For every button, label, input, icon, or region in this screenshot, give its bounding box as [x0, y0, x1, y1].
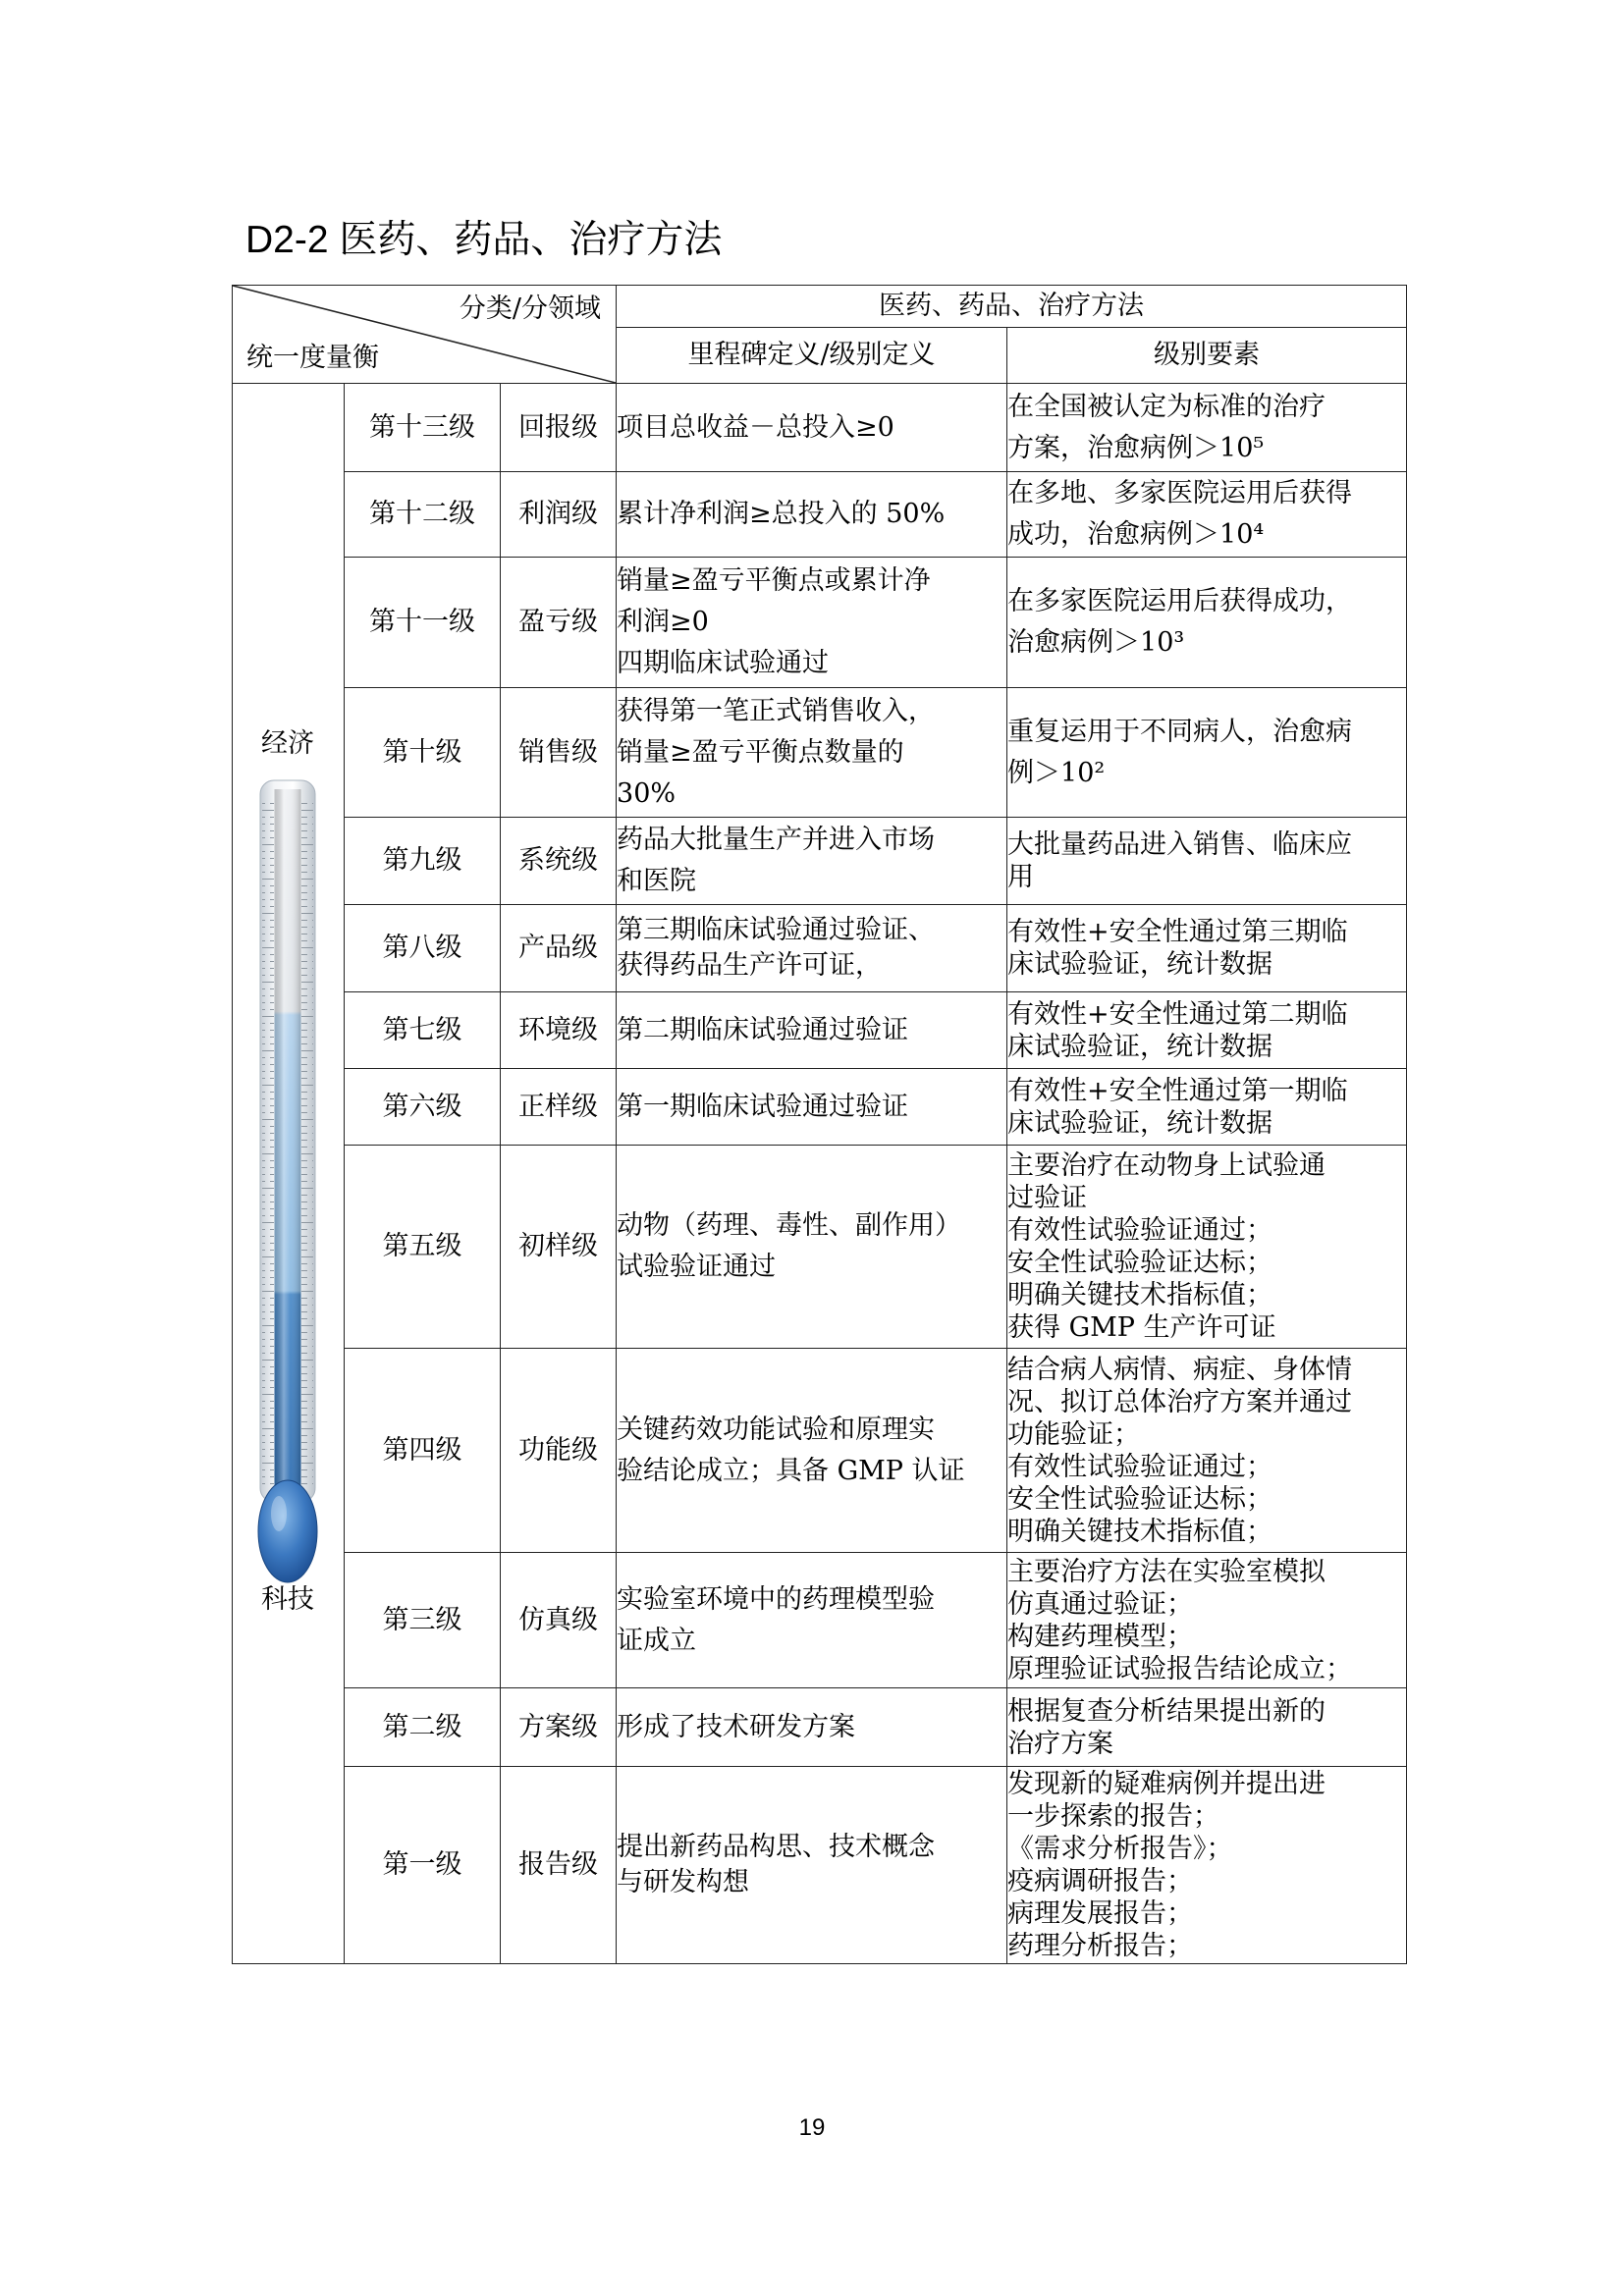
level-name-cell: 报告级 — [501, 1767, 617, 1964]
domain-header: 医药、药品、治疗方法 — [617, 286, 1407, 328]
diagonal-header-cell — [233, 286, 617, 384]
level-cell: 第二级 — [345, 1688, 501, 1767]
thermometer-graphic — [253, 775, 324, 1590]
level-name-cell: 系统级 — [501, 818, 617, 905]
level-cell: 第四级 — [345, 1349, 501, 1553]
elements-cell: 重复运用于不同病人，治愈病 例＞10² — [1007, 688, 1407, 818]
level-cell: 第一级 — [345, 1767, 501, 1964]
definition-cell: 第三期临床试验通过验证、 获得药品生产许可证， — [617, 905, 1007, 992]
definition-cell: 形成了技术研发方案 — [617, 1688, 1007, 1767]
level-cell: 第七级 — [345, 992, 501, 1069]
definition-cell: 动物（药理、毒性、副作用） 试验验证通过 — [617, 1146, 1007, 1349]
header-row-1 — [233, 286, 1407, 328]
elements-cell: 有效性+安全性通过第二期临 床试验验证，统计数据 — [1007, 992, 1407, 1069]
thermometer-bulb — [258, 1480, 317, 1582]
level-name-cell: 回报级 — [501, 384, 617, 472]
level-name-cell: 环境级 — [501, 992, 617, 1069]
level-cell: 第三级 — [345, 1553, 501, 1688]
definition-cell: 实验室环境中的药理模型验 证成立 — [617, 1553, 1007, 1688]
elements-cell: 发现新的疑难病例并提出进 一步探索的报告； 《需求分析报告》； 疫病调研报告； 病理发展报告； 药理分析报告； — [1007, 1767, 1407, 1964]
table-row — [233, 1688, 1407, 1767]
elements-cell: 主要治疗方法在实验室模拟 仿真通过验证； 构建药理模型； 原理验证试验报告结论成立； — [1007, 1553, 1407, 1688]
measure-label: 统一度量衡 — [246, 343, 379, 373]
level-name-cell: 销售级 — [501, 688, 617, 818]
page-number: 19 — [798, 2114, 826, 2141]
thermometer-ticks-right — [301, 797, 313, 1484]
page-title: D2-2 医药、药品、治疗方法 — [245, 219, 723, 261]
definition-cell: 第二期临床试验通过验证 — [617, 992, 1007, 1069]
table-row — [233, 1349, 1407, 1553]
level-name-cell: 利润级 — [501, 472, 617, 558]
level-name-cell: 仿真级 — [501, 1553, 617, 1688]
level-cell: 第十三级 — [345, 384, 501, 472]
definition-cell: 第一期临床试验通过验证 — [617, 1069, 1007, 1146]
diagonal-header — [233, 286, 616, 383]
table-row — [233, 558, 1407, 688]
elements-cell: 结合病人病情、病症、身体情 况、拟订总体治疗方案并通过 功能验证； 有效性试验验证通过； 安全性试验验证达标； 明确关键技术指标值； — [1007, 1349, 1407, 1553]
elements-cell: 有效性+安全性通过第一期临 床试验验证，统计数据 — [1007, 1069, 1407, 1146]
level-cell: 第十一级 — [345, 558, 501, 688]
definition-cell: 药品大批量生产并进入市场 和医院 — [617, 818, 1007, 905]
level-cell: 第五级 — [345, 1146, 501, 1349]
definition-cell: 累计净利润≥总投入的 50% — [617, 472, 1007, 558]
level-cell: 第十二级 — [345, 472, 501, 558]
level-cell: 第十级 — [345, 688, 501, 818]
level-name-cell: 盈亏级 — [501, 558, 617, 688]
table-row — [233, 992, 1407, 1069]
definition-cell: 关键药效功能试验和原理实 验结论成立；具备 GMP 认证 — [617, 1349, 1007, 1553]
table-row — [233, 472, 1407, 558]
level-name-cell: 正样级 — [501, 1069, 617, 1146]
level-name-cell: 功能级 — [501, 1349, 617, 1553]
elements-cell: 在全国被认定为标准的治疗 方案，治愈病例＞10⁵ — [1007, 384, 1407, 472]
elements-cell: 根据复查分析结果提出新的 治疗方案 — [1007, 1688, 1407, 1767]
thermometer-bulb-highlight — [271, 1496, 287, 1531]
table-row — [233, 905, 1407, 992]
definition-column-header: 里程碑定义/级别定义 — [617, 328, 1007, 384]
table-row — [233, 384, 1407, 472]
thermometer-ticks-left — [262, 797, 274, 1484]
elements-cell: 有效性+安全性通过第三期临 床试验验证，统计数据 — [1007, 905, 1407, 992]
level-name-cell: 初样级 — [501, 1146, 617, 1349]
definition-cell: 获得第一笔正式销售收入， 销量≥盈亏平衡点数量的 30% — [617, 688, 1007, 818]
scale-bottom-label: 科技 — [261, 1584, 314, 1615]
definition-cell: 提出新药品构思、技术概念 与研发构想 — [617, 1767, 1007, 1964]
category-label: 分类/分领域 — [459, 294, 602, 324]
definition-cell: 项目总收益－总投入≥0 — [617, 384, 1007, 472]
level-name-cell: 方案级 — [501, 1688, 617, 1767]
table-row — [233, 688, 1407, 818]
level-name-cell: 产品级 — [501, 905, 617, 992]
scale-top-label: 经济 — [261, 728, 314, 759]
elements-cell: 大批量药品进入销售、临床应 用 — [1007, 818, 1407, 905]
table-row — [233, 1146, 1407, 1349]
level-definition-table — [232, 285, 1407, 1964]
elements-cell: 主要治疗在动物身上试验通 过验证 有效性试验验证通过； 安全性试验验证达标； 明确关键技术指标值； 获得 GMP 生产许可证 — [1007, 1146, 1407, 1349]
table-row — [233, 1767, 1407, 1964]
elements-column-header: 级别要素 — [1007, 328, 1407, 384]
definition-cell: 销量≥盈亏平衡点或累计净 利润≥0 四期临床试验通过 — [617, 558, 1007, 688]
elements-cell: 在多家医院运用后获得成功， 治愈病例＞10³ — [1007, 558, 1407, 688]
elements-cell: 在多地、多家医院运用后获得 成功，治愈病例＞10⁴ — [1007, 472, 1407, 558]
table-row — [233, 1553, 1407, 1688]
table-row — [233, 1069, 1407, 1146]
level-cell: 第八级 — [345, 905, 501, 992]
level-cell: 第六级 — [345, 1069, 501, 1146]
thermometer-column-shade — [275, 789, 301, 1506]
table-row — [233, 818, 1407, 905]
level-cell: 第九级 — [345, 818, 501, 905]
